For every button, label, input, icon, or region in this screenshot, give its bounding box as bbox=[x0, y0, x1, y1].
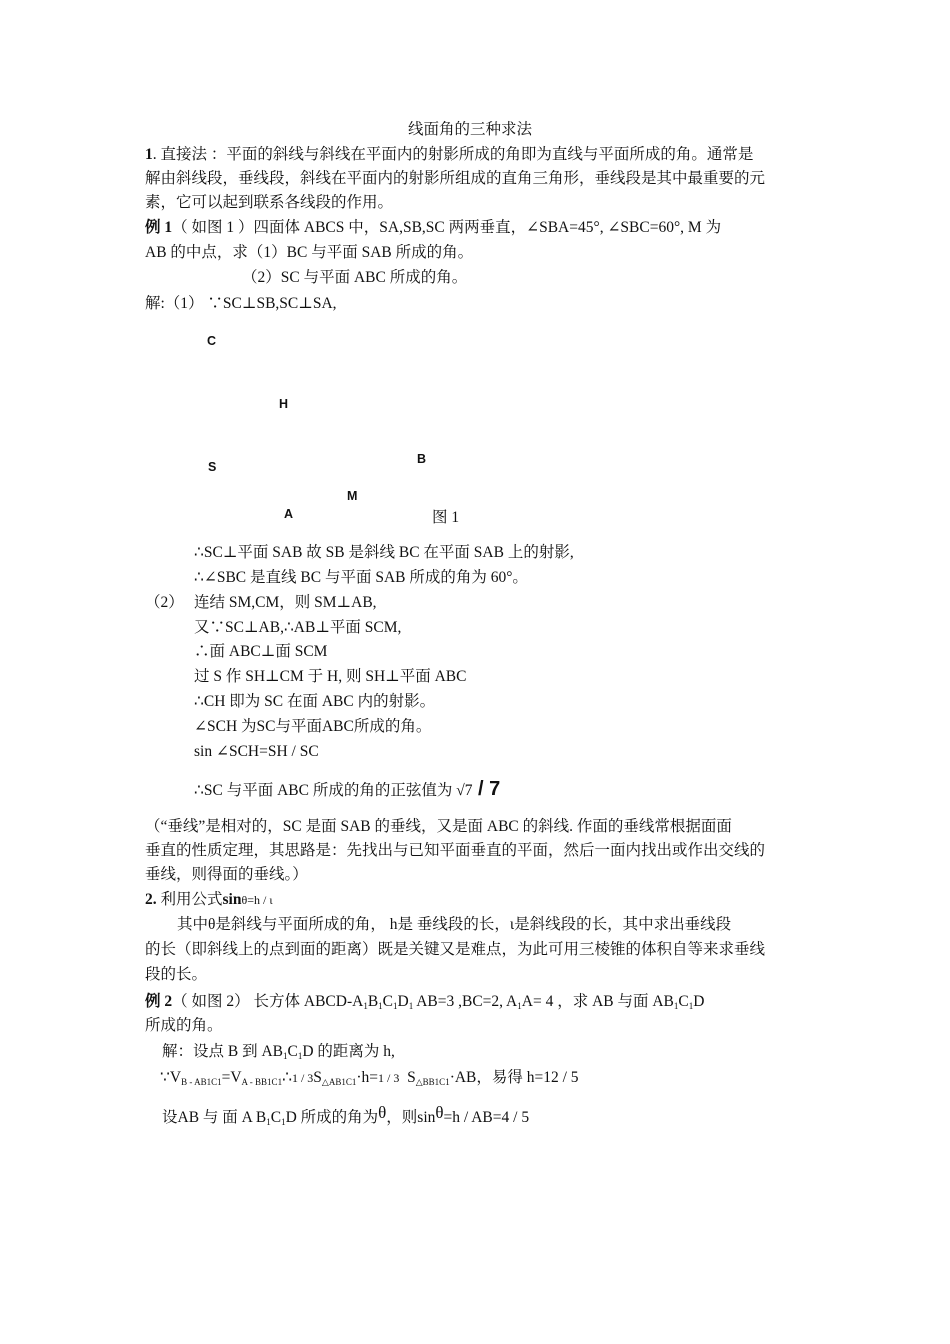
sec2-heading-text: 利用公式 bbox=[156, 891, 223, 908]
ex2-sol-line3 bbox=[162, 1101, 529, 1134]
ex2-sub: 1 bbox=[393, 1001, 398, 1011]
ex2-sub: 1 bbox=[277, 1077, 283, 1087]
ex2-sol2-f: ∴ bbox=[282, 1069, 292, 1086]
ex2-sub: 1 bbox=[266, 1117, 271, 1127]
sec2-line3: 段的长。 bbox=[145, 966, 208, 983]
ex2-sol1-a: 解：设点 B 到 AB bbox=[162, 1043, 283, 1060]
note-line1: （“垂线”是相对的，SC 是面 SAB 的垂线，又是面 ABC 的斜线. 作面的垂线常根据面面 bbox=[145, 818, 732, 835]
sol2-line-g: sin ∠SCH=SH / SC bbox=[194, 743, 319, 760]
sec1-number: 1 bbox=[145, 146, 153, 163]
sol2-line-d: 过 S 作 SH⊥CM 于 H, 则 SH⊥平面 ABC bbox=[194, 668, 467, 685]
ex2-sol2-e: A - BB bbox=[241, 1077, 268, 1087]
ex2-sol2-m: △BB bbox=[415, 1077, 435, 1087]
ex2-sub: 1 bbox=[341, 1077, 346, 1087]
ex2-sol2-c: C bbox=[439, 1077, 446, 1087]
ex2-sub: 1 bbox=[206, 1077, 212, 1087]
ex2-line1-b: B bbox=[367, 993, 379, 1010]
ex1-line3: （2）SC 与平面 ABC 所成的角。 bbox=[242, 269, 468, 286]
ex2-sub: 1 bbox=[297, 1051, 303, 1061]
sol2-line-e: ∴CH 即为 SC 在面 ABC 内的射影。 bbox=[194, 693, 436, 710]
sol2-line-h bbox=[194, 777, 500, 803]
sec2-line1: 其中θ是斜线与平面所成的角， h是 垂线段的长，ι是斜线段的长，其中求出垂线段 bbox=[177, 916, 732, 933]
fig1-label-c: C bbox=[207, 334, 217, 348]
sec1-line3: 素，它可以起到联系各线段的作用。 bbox=[145, 194, 394, 211]
ex2-sol2-l: S bbox=[407, 1069, 416, 1086]
ex2-line1-c: C bbox=[382, 993, 393, 1010]
ex2-line1-g: C bbox=[678, 993, 689, 1010]
sol2-line-b: 又∵SC⊥AB,∴AB⊥平面 SCM, bbox=[194, 619, 402, 636]
ex2-sub: 1 bbox=[673, 1001, 679, 1011]
ex2-sol2-c: C bbox=[271, 1077, 278, 1087]
sec1-line1-text: . 直接法 ：平面的斜线与斜线在平面内的射影所成的角即为直线与平面所成的角。通常是 bbox=[152, 146, 754, 163]
ex2-sol2-i: △AB bbox=[321, 1077, 342, 1087]
ex2-sol3-theta: θ bbox=[378, 1103, 387, 1122]
sec2-heading bbox=[145, 888, 273, 912]
sol1-line-b: ∴∠SBC 是直线 BC 与平面 SAB 所成的角为 60°。 bbox=[194, 569, 528, 586]
ex2-sol-line2 bbox=[160, 1066, 579, 1094]
ex2-sol2-n: ·AB，易得 h= bbox=[449, 1069, 544, 1086]
ex2-sub: 1 bbox=[517, 1001, 522, 1011]
ex2-line2: 所成的角。 bbox=[145, 1017, 223, 1034]
ex1-solution-start: 解:（1） ∵SC⊥SB,SC⊥SA, bbox=[145, 295, 337, 312]
ex1-line2: AB 的中点，求（1）BC 与平面 SAB 所成的角。 bbox=[145, 244, 474, 261]
ex2-line1-h: D bbox=[693, 993, 705, 1010]
ex2-line1 bbox=[145, 990, 704, 1018]
ex2-sub: 1 bbox=[688, 1001, 694, 1011]
ex2-sub: 1 bbox=[351, 1077, 357, 1087]
sec2-formula-rest: θ=h / ι bbox=[241, 893, 273, 907]
ex2-line1-d: D bbox=[397, 993, 409, 1010]
fig1-caption: 图 1 bbox=[432, 509, 460, 526]
ex2-sol2-j: ·h= bbox=[356, 1069, 379, 1086]
ex2-sol3-a: 设AB 与 面 A B bbox=[162, 1109, 267, 1126]
doc-title: 线面角的三种求法 bbox=[408, 121, 533, 138]
sec2-line2: 的长（即斜线上的点到面的距离）既是关键又是难点，为此可用三棱锥的体积自等来求垂线 bbox=[145, 941, 766, 958]
ex2-sol2-b: B - AB bbox=[181, 1077, 207, 1087]
sec2-formula-sin: sin bbox=[222, 891, 242, 908]
fig1-label-h: H bbox=[279, 397, 289, 411]
ex2-sol-line1 bbox=[162, 1040, 395, 1068]
ex2-sol2-a: ∵V bbox=[160, 1069, 182, 1086]
ex1-line1 bbox=[145, 216, 721, 240]
sol2-line-a: 连结 SM,CM，则 SM⊥AB, bbox=[194, 594, 377, 611]
sec2-number: 2. bbox=[145, 891, 157, 908]
ex2-sub: 1 bbox=[434, 1077, 440, 1087]
ex2-sub: 1 bbox=[267, 1077, 272, 1087]
ex2-label: 例 2 bbox=[145, 993, 173, 1010]
ex2-sol3-g: =h / AB=4 / 5 bbox=[443, 1109, 530, 1126]
ex1-label: 例 1 bbox=[145, 219, 173, 236]
ex2-line1-e: AB=3 ,BC=2, A bbox=[413, 993, 518, 1010]
sol2-line-h-text: ∴SC 与平面 ABC 所成的角的正弦值为 √7 bbox=[194, 782, 473, 799]
ex2-sol2-c: C bbox=[211, 1077, 218, 1087]
sec1-line2: 解由斜线段，垂线段，斜线在平面内的射影所组成的直角三角形，垂线段是其中最重要的元 bbox=[145, 170, 766, 187]
note-line2: 垂直的性质定理，其思路是：先找出与已知平面垂直的平面，然后一面内找出或作出交线的 bbox=[145, 842, 766, 859]
ex2-line1-a: （ 如图 2） 长方体 ABCD-A bbox=[172, 993, 364, 1010]
note-line3: 垂线，则得面的垂线。） bbox=[145, 866, 308, 883]
sol2-line-f: ∠SCH 为SC与平面ABC所成的角。 bbox=[194, 718, 432, 735]
sol2-line-c: ∴面 ABC⊥面 SCM bbox=[194, 643, 328, 660]
sec1-line1 bbox=[145, 143, 753, 167]
ex2-sol3-b: C bbox=[270, 1109, 282, 1126]
ex2-sol2-d: =V bbox=[221, 1069, 242, 1086]
ex2-sol2-g: 1 / 3 bbox=[291, 1071, 314, 1085]
fig1-label-b: B bbox=[417, 452, 427, 466]
sol2-line-h-big: / 7 bbox=[472, 778, 501, 800]
ex2-sub: 1 bbox=[217, 1077, 222, 1087]
ex2-line1-f: A= 4 ，求 AB 与面 AB bbox=[521, 993, 674, 1010]
ex2-sub: 1 bbox=[283, 1051, 288, 1061]
fig1-label-a: A bbox=[284, 507, 294, 521]
ex2-sub: 1 bbox=[445, 1077, 450, 1087]
ex2-sol2-k: 1 / 3 bbox=[378, 1071, 400, 1085]
ex2-sol1-b: C bbox=[287, 1043, 298, 1060]
ex2-sol2-c: C bbox=[345, 1077, 352, 1087]
ex2-sub: 1 bbox=[363, 1001, 368, 1011]
ex2-sub: 1 bbox=[408, 1001, 414, 1011]
fig1-label-s: S bbox=[208, 460, 217, 474]
ex2-sol3-e: ，则sin bbox=[386, 1109, 436, 1126]
sol2-number: （2） bbox=[145, 594, 184, 611]
ex2-sub: 1 bbox=[378, 1001, 383, 1011]
ex2-sol1-c: D 的距离为 h, bbox=[302, 1043, 395, 1060]
ex2-sol3-c: D 所成的角为 bbox=[285, 1109, 379, 1126]
sol1-line-a: ∴SC⊥平面 SAB 故 SB 是斜线 BC 在平面 SAB 上的射影, bbox=[194, 544, 574, 561]
ex2-sol2-o: 12 / 5 bbox=[543, 1069, 579, 1086]
ex2-sol3-theta2: θ bbox=[435, 1103, 444, 1122]
ex1-line1-text: （ 如图 1 ）四面体 ABCS 中，SA,SB,SC 两两垂直，∠SBA=45°, ∠SBC=60°, M 为 bbox=[172, 219, 722, 236]
fig1-label-m: M bbox=[347, 489, 358, 503]
ex2-sol2-h: S bbox=[313, 1069, 322, 1086]
ex2-sub: 1 bbox=[281, 1117, 286, 1127]
